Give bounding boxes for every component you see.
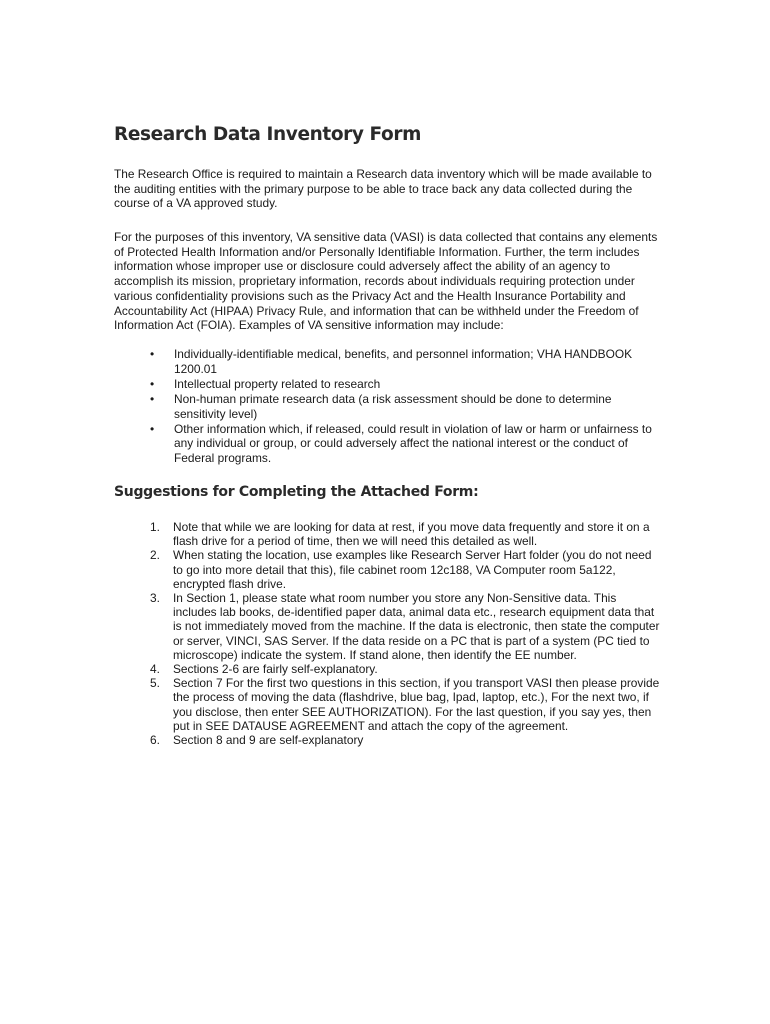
list-item-text: Other information which, if released, could result in violation of law or harm or unfairness to any individual or group, or could adversely affect the national interest or the conduct of Federal programs. (174, 421, 652, 466)
bullet-icon: • (150, 376, 155, 391)
step-text: Note that while we are looking for data at rest, if you move data frequently and store it on a flash drive for a period of time, then we will need this detailed as well. (173, 520, 650, 549)
list-item (150, 392, 660, 421)
document-title: Research Data Inventory Form (114, 124, 421, 145)
definition-paragraph: For the purposes of this inventory, VA sensitive data (VASI) is data collected that contains any elements of Protected Health Information and/or Personally Identifiable Information. Further, the term includes information whose improper use or disclosure could adversely affect the ability of an agency to accomplish its mission, proprietary information, records about individuals requiring protection under various confidentiality provisions such as the Privacy Act and the Health Insurance Portability and Accountability Act (HIPAA) Privacy Rule, and information that can be withheld under the Freedom of Information Act (FOIA). Examples of VA sensitive information may include: (114, 230, 658, 333)
suggestions-list (146, 520, 660, 747)
list-item-text: Intellectual property related to research (174, 376, 381, 391)
list-item-text: Non-human primate research data (a risk assessment should be done to determine sensitivity level) (174, 391, 612, 421)
step-number: 1. (150, 520, 160, 534)
list-item (150, 377, 660, 392)
step-text: Section 8 and 9 are self-explanatory (173, 733, 364, 748)
list-item (146, 676, 660, 733)
list-item (146, 733, 660, 747)
step-number: 3. (150, 591, 160, 606)
list-item (146, 548, 660, 591)
step-number: 2. (150, 548, 160, 563)
bullet-icon: • (150, 391, 155, 406)
list-item-text: Individually-identifiable medical, benefits, and personnel information; VHA HANDBOOK 1200.01 (174, 347, 633, 376)
step-number: 4. (150, 662, 160, 677)
bullet-icon: • (150, 421, 155, 436)
bullet-icon: • (150, 347, 155, 361)
step-text: Sections 2-6 are fairly self-explanatory. (173, 662, 378, 677)
step-text: Section 7 For the first two questions in this section, if you transport VASI then please provide the process of moving the data (flashdrive, blue bag, Ipad, laptop, etc.), For the next two, if you disclose, then enter SEE AUTHORIZATION). For the last question, if you say yes, then put in SEE DATAUSE AGREEMENT and attach the copy of the agreement. (173, 676, 660, 733)
step-text: In Section 1, please state what room number you store any Non-Sensitive data. This includes lab books, de-identified paper data, animal data etc., research equipment data that is not immediately moved from the machine. If the data is electronic, then state the computer or server, VINCI, SAS Server. If the data reside on a PC that is part of a system (PC tied to microscope) indicate the system. If stand alone, then identify the EE number. (173, 591, 660, 662)
intro-paragraph: The Research Office is required to maintain a Research data inventory which will be made available to the auditing entities with the primary purpose to be able to trace back any data collected during the course of a VA approved study. (114, 167, 652, 211)
list-item (146, 520, 660, 548)
step-text: When stating the location, use examples like Research Server Hart folder (you do not need to go into more detail that this), file cabinet room 12c188, VA Computer room 5a122, encrypted flash drive. (173, 548, 652, 591)
list-item (150, 422, 660, 466)
step-number: 6. (150, 733, 160, 748)
list-item (150, 347, 660, 376)
suggestions-heading: Suggestions for Completing the Attached Form: (114, 484, 479, 500)
list-item (146, 662, 660, 676)
sensitive-info-list (150, 347, 660, 466)
step-number: 5. (150, 676, 160, 691)
list-item (146, 591, 660, 662)
